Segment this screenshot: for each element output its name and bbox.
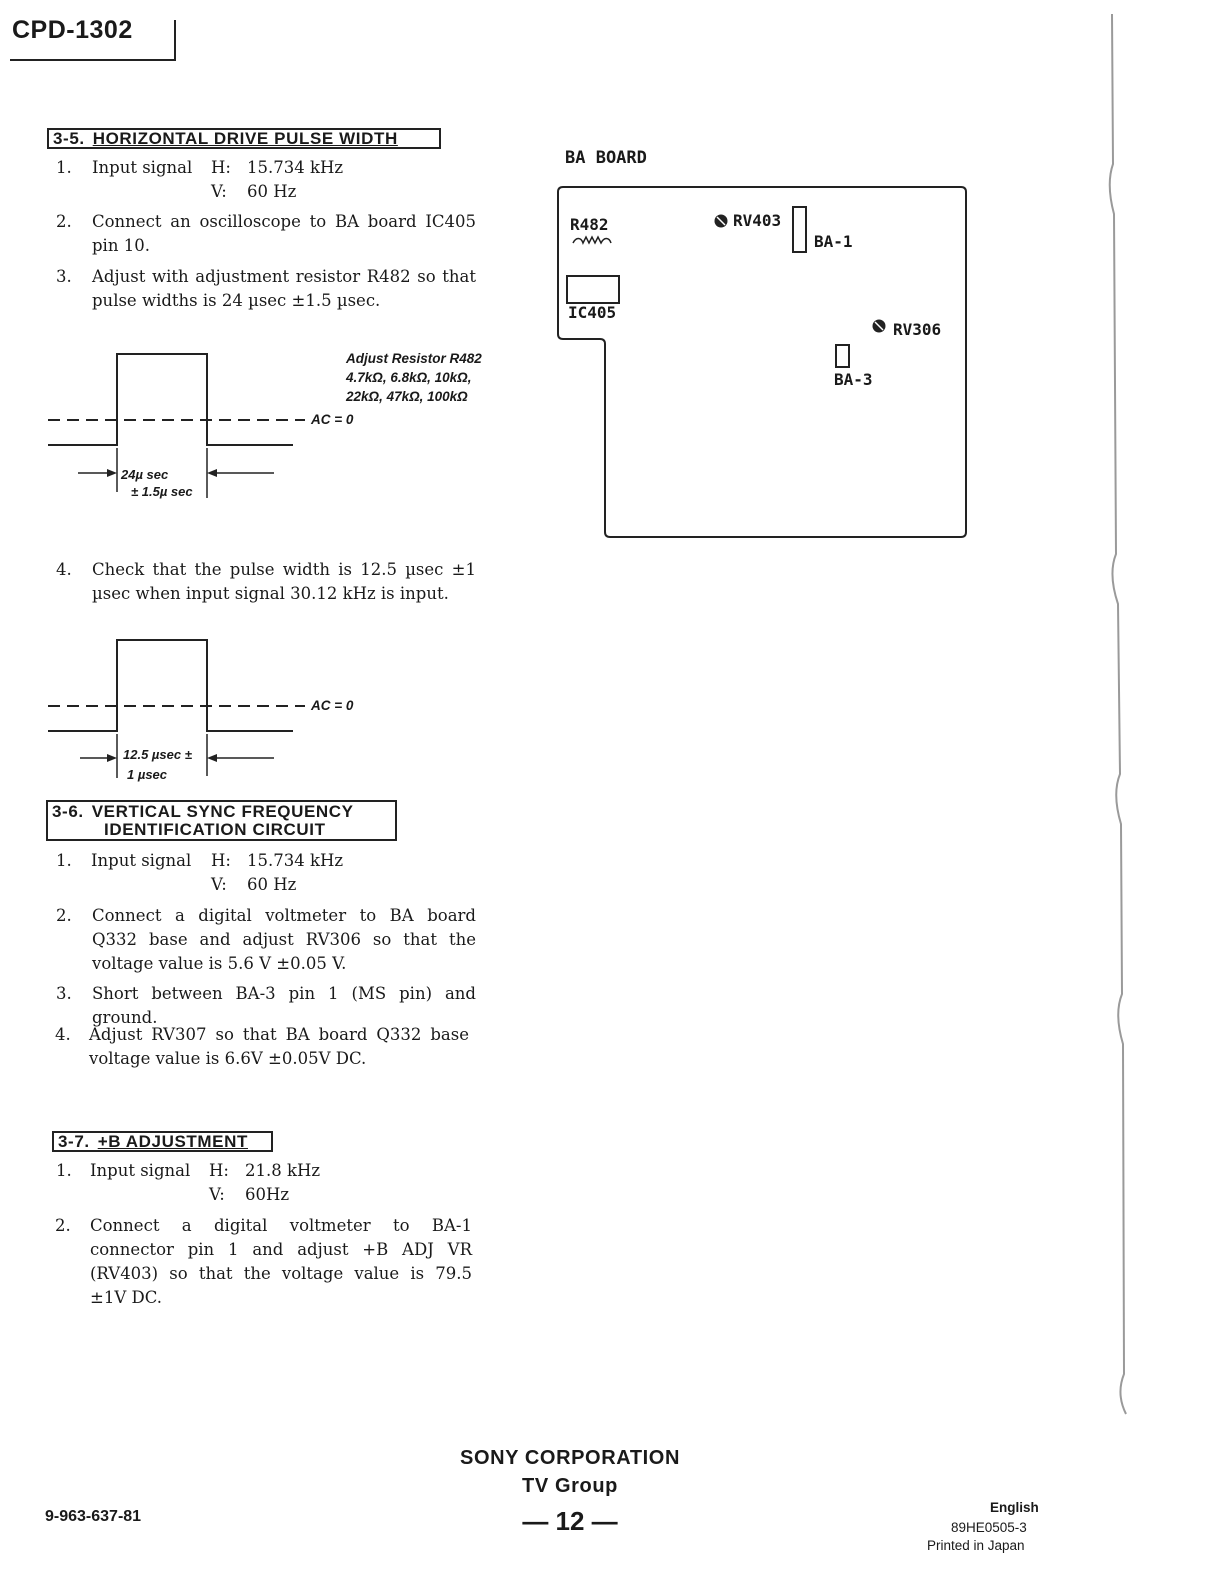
width-line: 1 µsec [127, 767, 168, 782]
ic405-label: IC405 [568, 303, 617, 322]
arrowhead-left [107, 469, 117, 477]
part-number: 9-963-637-81 [45, 1508, 142, 1525]
pulse-width-label [123, 745, 192, 785]
company-name: SONY CORPORATION [460, 1447, 680, 1469]
step-text: Connect a digital voltmeter to BA-1 connector pin 1 and adjust +B ADJ VR (RV403) so that the voltage value is 79.5 ±1V DC. [90, 1216, 472, 1307]
ic405-chip [567, 276, 619, 303]
section-title: HORIZONTAL DRIVE PULSE WIDTH [92, 129, 398, 148]
step-3-6-1 [56, 849, 476, 899]
pulse-line [48, 354, 293, 445]
language: English [990, 1500, 1039, 1515]
section-title: VERTICAL SYNC FREQUENCY [91, 802, 354, 821]
arrowhead-left [107, 754, 117, 762]
caption-line: 22kΩ, 47kΩ, 100kΩ [346, 389, 468, 404]
step-3-7-2 [55, 1214, 475, 1307]
step-text: Adjust RV307 so that BA board Q332 base voltage value is 6.6V ±0.05V DC. [89, 1025, 469, 1068]
h-value: 21.8 kHz [245, 1161, 321, 1180]
section-3-7-heading [52, 1131, 273, 1152]
ba3-label: BA-3 [834, 370, 873, 389]
section-number: 3-7. [58, 1132, 90, 1151]
step-number: 3. [56, 984, 72, 1003]
v-value: 60Hz [245, 1185, 290, 1204]
doc-code: 89HE0505-3 [951, 1520, 1027, 1535]
step-number: 1. [56, 851, 72, 870]
step-text: Connect an oscilloscope to BA board IC405 pin 10. [92, 212, 476, 255]
step-3-5-2 [56, 210, 476, 260]
section-title-line1 [52, 803, 391, 821]
board-title: BA BOARD [565, 148, 647, 168]
model-number: CPD-1302 [12, 16, 133, 44]
h-value: 15.734 kHz [247, 158, 344, 177]
step-label: Input signal [92, 158, 193, 177]
group-name: TV Group [522, 1475, 618, 1497]
step-number: 4. [55, 1025, 71, 1044]
resistor-values-caption [346, 349, 516, 406]
width-line: ± 1.5µ sec [131, 484, 193, 499]
section-number: 3-5. [53, 129, 85, 148]
step-3-7-1 [56, 1159, 476, 1209]
arrowhead-right [207, 469, 217, 477]
caption-line: 4.7kΩ, 6.8kΩ, 10kΩ, [346, 370, 472, 385]
section-number: 3-6. [52, 802, 84, 821]
h-label: H: [211, 158, 231, 177]
step-text: Connect a digital voltmeter to BA board Q332 base and adjust RV306 so that the voltage value is 5.6 V ±0.05 V. [92, 906, 476, 973]
header-rule [10, 59, 176, 61]
section-title: +B ADJUSTMENT [97, 1132, 248, 1151]
h-label: H: [211, 851, 231, 870]
step-number: 3. [56, 267, 72, 286]
board-outline [558, 187, 966, 537]
step-text: Short between BA-3 pin 1 (MS pin) and ground. [92, 984, 476, 1027]
page-edge-decoration [1108, 14, 1148, 1574]
ba1-label: BA-1 [814, 232, 853, 251]
step-number: 1. [56, 158, 72, 177]
section-3-5-heading [47, 128, 441, 149]
step-text: Check that the pulse width is 12.5 µsec ±1 µsec when input signal 30.12 kHz is input. [92, 560, 476, 603]
ac-zero-label: AC = 0 [311, 698, 354, 713]
page-number: — 12 — [522, 1506, 618, 1536]
ac-zero-label: AC = 0 [311, 412, 354, 427]
header-rule-vertical [174, 20, 176, 61]
step-3-6-4 [55, 1023, 475, 1073]
step-3-6-2 [56, 904, 476, 978]
step-number: 1. [56, 1161, 72, 1180]
step-number: 4. [56, 560, 72, 579]
printed-in: Printed in Japan [927, 1538, 1025, 1553]
step-number: 2. [55, 1216, 71, 1235]
v-value: 60 Hz [247, 875, 297, 894]
rv306-label: RV306 [893, 320, 942, 339]
ba-board-outline [555, 183, 975, 543]
width-line: 24µ sec [121, 467, 169, 482]
width-line: 12.5 µsec ± [123, 747, 192, 762]
step-3-5-3 [56, 265, 476, 315]
step-number: 2. [56, 906, 72, 925]
step-text: Adjust with adjustment resistor R482 so that pulse widths is 24 µsec ±1.5 µsec. [92, 267, 476, 310]
ba3-connector [836, 345, 849, 367]
v-label: V: [209, 1185, 225, 1204]
v-label: V: [211, 875, 227, 894]
ba1-connector [793, 207, 806, 252]
caption-line: Adjust Resistor R482 [346, 351, 482, 366]
section-3-6-heading [46, 800, 397, 841]
v-label: V: [211, 182, 227, 201]
rv403-label: RV403 [733, 211, 782, 230]
step-label: Input signal [90, 1161, 191, 1180]
step-number: 2. [56, 212, 72, 231]
pulse-width-label [121, 466, 193, 500]
step-3-5-1 [56, 156, 476, 206]
step-3-6-3 [56, 982, 476, 1027]
section-title-line2: IDENTIFICATION CIRCUIT [104, 820, 326, 839]
h-label: H: [209, 1161, 229, 1180]
resistor-symbol [573, 237, 611, 243]
r482-label: R482 [570, 215, 609, 234]
step-label: Input signal [91, 851, 192, 870]
step-3-5-4 [56, 558, 476, 608]
arrowhead-right [207, 754, 217, 762]
h-value: 15.734 kHz [247, 851, 344, 870]
v-value: 60 Hz [247, 182, 297, 201]
pulse-line [48, 640, 293, 731]
